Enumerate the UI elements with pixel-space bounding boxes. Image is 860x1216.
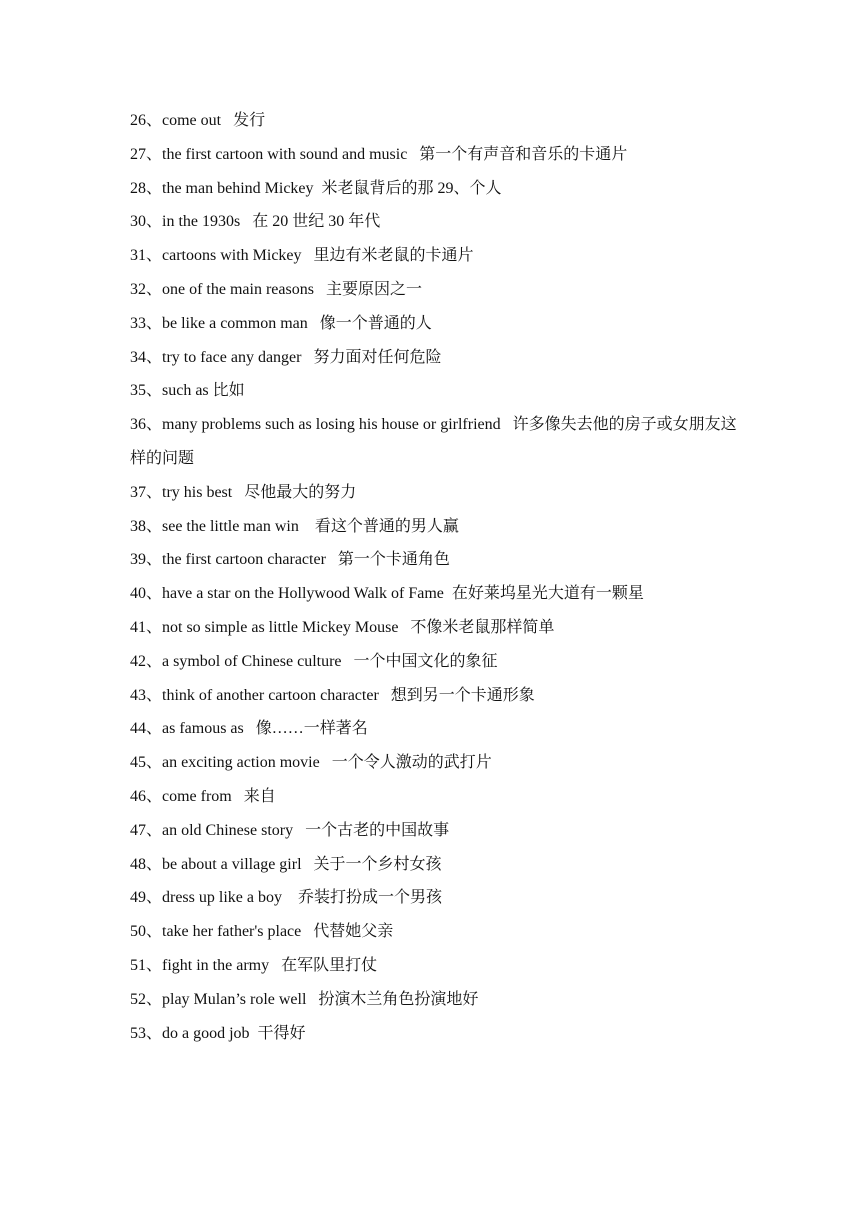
phrase-item: 30、in the 1930s 在 20 世纪 30 年代 [130,213,381,231]
phrase-item: 35、such as 比如 [130,382,245,400]
phrase-item: 45、an exciting action movie 一个令人激动的武打片 [130,754,492,772]
phrase-item: 43、think of another cartoon character 想到另一个卡通形象 [130,686,535,704]
phrase-item: 32、one of the main reasons 主要原因之一 [130,280,422,298]
phrase-item: 36、many problems such as losing his house or girlfriend 许多像失去他的房子或女朋友这样的问题 [130,416,737,467]
phrase-item: 49、dress up like a boy 乔装打扮成一个男孩 [130,889,442,907]
phrase-item: 34、try to face any danger 努力面对任何危险 [130,348,442,366]
phrase-item: 42、a symbol of Chinese culture 一个中国文化的象征 [130,652,498,670]
phrase-item: 48、be about a village girl 关于一个乡村女孩 [130,855,442,873]
phrase-item: 47、an old Chinese story 一个古老的中国故事 [130,821,450,839]
phrase-item: 28、the man behind Mickey 米老鼠背后的那 29、个人 [130,179,502,197]
phrase-list [130,104,740,1050]
phrase-item: 40、have a star on the Hollywood Walk of Fame 在好莱坞星光大道有一颗星 [130,585,644,603]
phrase-item: 53、do a good job 干得好 [130,1024,306,1042]
phrase-item: 33、be like a common man 像一个普通的人 [130,314,432,332]
phrase-item: 51、fight in the army 在军队里打仗 [130,956,378,974]
phrase-item: 41、not so simple as little Mickey Mouse 不像米老鼠那样简单 [130,618,555,636]
phrase-item: 26、come out 发行 [130,112,266,129]
phrase-item: 50、take her father's place 代替她父亲 [130,923,394,941]
phrase-item: 31、cartoons with Mickey 里边有米老鼠的卡通片 [130,247,474,265]
phrase-item: 39、the first cartoon character 第一个卡通角色 [130,551,450,569]
phrase-item: 46、come from 来自 [130,787,276,805]
phrase-item: 37、try his best 尽他最大的努力 [130,483,357,501]
phrase-item: 44、as famous as 像……一样著名 [130,720,368,738]
phrase-item: 27、the first cartoon with sound and music 第一个有声音和音乐的卡通片 [130,145,628,163]
phrase-item: 38、see the little man win 看这个普通的男人赢 [130,517,459,535]
phrase-item: 52、play Mulan’s role well 扮演木兰角色扮演地好 [130,990,479,1008]
